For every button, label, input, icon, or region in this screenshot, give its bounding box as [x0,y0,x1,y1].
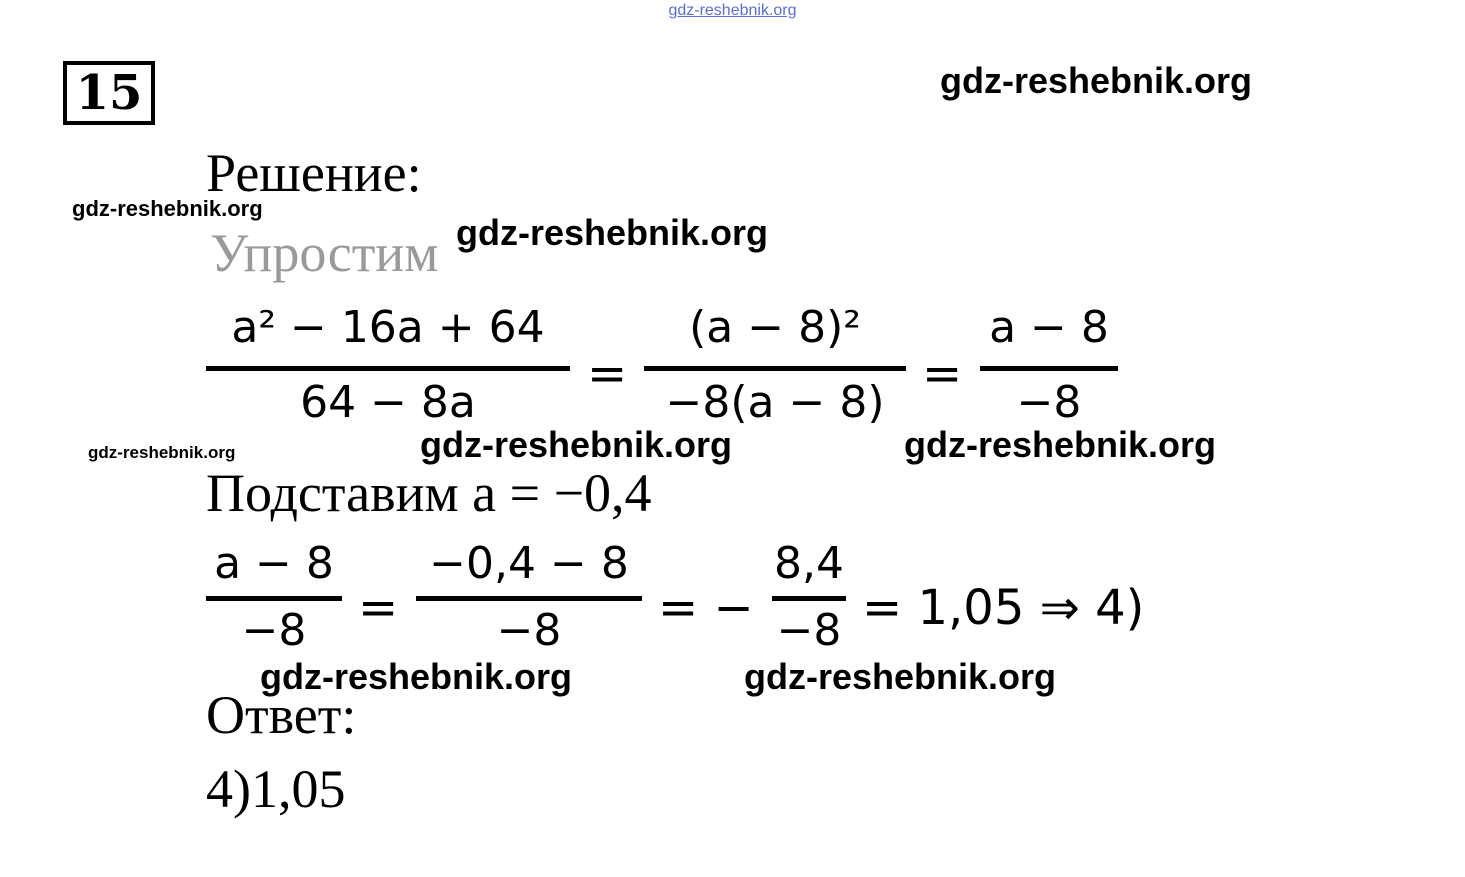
step1-fraction-3 [980,304,1118,427]
watermark-left-1: gdz-reshebnik.org [72,196,263,221]
problem-number: 15 [75,65,143,121]
fraction-bar [980,366,1118,371]
simplify-label: Упростим [210,223,439,283]
problem-number-box [63,61,155,125]
step1-fraction-3-numerator: a − 8 [989,302,1109,353]
step2-fraction-3-denominator: −8 [776,605,842,656]
step1-fraction-2-numerator: (a − 8)² [689,302,861,353]
top-watermark-link[interactable]: gdz-reshebnik.org [668,2,797,19]
step1-fraction-3-denominator: −8 [1016,377,1082,428]
watermark-mid-3: gdz-reshebnik.org [260,656,573,697]
step1-fraction-1-numerator: a² − 16a + 64 [231,302,545,353]
step2-equals-1: = [358,580,399,636]
step2-fraction-3-numerator: 8,4 [774,538,844,589]
step2-fraction-1-denominator: −8 [241,605,307,656]
step2-fraction-2-denominator: −8 [496,605,562,656]
step2-fraction-2 [416,540,642,655]
watermark-left-2: gdz-reshebnik.org [88,443,236,462]
step2-result: = 1,05 ⇒ 4) [862,580,1145,636]
fraction-bar [416,596,642,601]
fraction-bar [772,596,846,601]
watermark-mid-2: gdz-reshebnik.org [420,424,733,465]
step2-equals-minus: = − [658,580,754,636]
answer-value: 4)1,05 [206,759,346,819]
answer-heading: Ответ: [206,685,357,745]
watermark-mid-1: gdz-reshebnik.org [456,212,769,253]
step2-fraction-1 [206,540,342,655]
step1-fraction-2 [644,304,906,427]
step1-fraction-1-denominator: 64 − 8a [300,377,476,428]
step2-fraction-3 [772,540,846,655]
substitute-label: Подставим a = −0,4 [206,463,652,523]
watermark-right-3: gdz-reshebnik.org [744,656,1057,697]
step2-fraction-2-numerator: −0,4 − 8 [429,538,629,589]
fraction-bar [206,366,570,371]
watermark-right-2: gdz-reshebnik.org [904,424,1217,465]
step2-fraction-1-numerator: a − 8 [214,538,334,589]
step1-equals-1: = [587,346,628,402]
step1-fraction-1 [206,304,570,427]
step1-equals-2: = [922,346,963,402]
fraction-bar [644,366,906,371]
header-watermark: gdz-reshebnik.org [940,60,1253,101]
fraction-bar [206,596,342,601]
step1-fraction-2-denominator: −8(a − 8) [665,377,885,428]
solution-heading: Решение: [206,143,422,203]
